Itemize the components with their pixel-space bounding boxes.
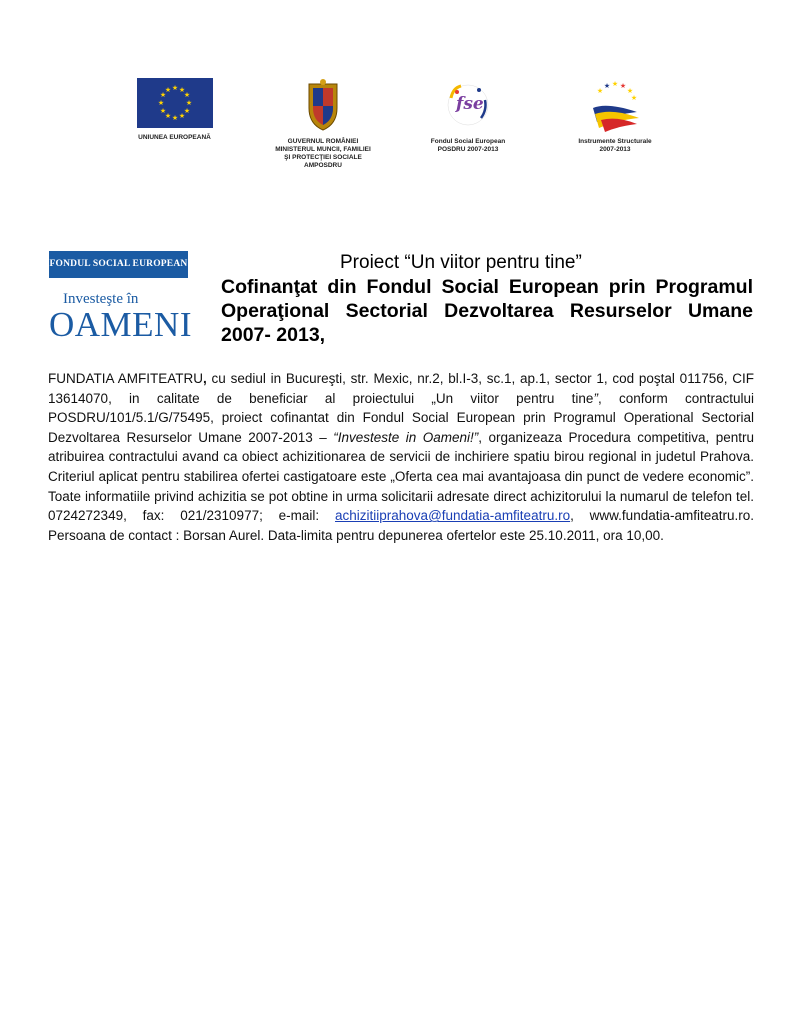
structural-instruments-emblem-icon — [587, 78, 643, 132]
fse-caption: Fondul Social European POSDRU 2007-2013 — [430, 138, 506, 153]
is-caption: Instrumente Structurale 2007-2013 — [578, 138, 652, 153]
svg-text:★: ★ — [178, 112, 185, 120]
invest-in-people-logo — [49, 291, 191, 351]
motto-text: “Investeste in Oameni!” — [333, 429, 479, 445]
project-title: Proiect “Un viitor pentru tine” — [340, 252, 582, 273]
announcement-paragraph — [48, 369, 754, 545]
paragraph-part-2: , conform contractului POSDRU/101/5.1/G/75495, proiect cofinantat din Fondul Social European prin Programul Operational Sectorial Dezvoltarea Resurselor Umane 2007-2013 – — [48, 390, 754, 445]
svg-text:★: ★ — [183, 107, 190, 115]
gov-caption: GUVERNUL ROMÂNIEI MINISTERUL MUNCII, FAMILIEI ŞI PROTECŢIEI SOCIALE AMPOSDRU — [275, 138, 371, 169]
closing-quote: ” — [593, 390, 598, 406]
paragraph-part-3: , organizeaza Procedura competitiva, pentru atribuirea contractului avand ca obiect achizitionarea de servicii de inchiriere spatiu birou regional in judetul Prahova. Criteriul aplicat pentru stabilirea ofertei castigatoare este „Oferta cea mai avantajoasa din punct de vedere economic”. Toate informatiile privind achizitia se pot obtine in urma solicitarii adresate direct achizitorului la numarul de telefon tel. 0724272349, fax: 021/2310977; e-mail: — [48, 429, 754, 524]
svg-text:★: ★ — [611, 80, 619, 88]
svg-text:★: ★ — [630, 94, 638, 102]
structural-instruments-logo — [555, 78, 675, 154]
svg-text:★: ★ — [171, 84, 178, 92]
partner-logos-band — [100, 50, 700, 200]
organization-name: FUNDATIA AMFITEATRU — [48, 371, 204, 386]
svg-text:★: ★ — [596, 87, 604, 95]
paragraph-part-4: , www.fundatia-amfiteatru.ro. Persoana de contact : Borsan Aurel. Data-limita pentru depunerea ofertelor este 25.10.2011, ora 10,00. — [48, 508, 754, 543]
svg-text:★: ★ — [164, 112, 171, 120]
fse-mark: fse — [456, 94, 484, 114]
email-link[interactable]: achizitiiprahova@fundatia-amfiteatru.ro — [335, 508, 571, 524]
svg-text:★: ★ — [183, 91, 190, 99]
svg-text:★: ★ — [603, 82, 611, 90]
eu-logo — [112, 78, 237, 142]
invest-logo-small-text: Investeşte în — [63, 291, 139, 307]
org-comma: , — [203, 371, 207, 386]
eu-caption: UNIUNEA EUROPEANĂ — [138, 134, 211, 141]
eu-flag-icon — [137, 78, 213, 128]
svg-text:★: ★ — [178, 86, 185, 94]
fse-banner-logo: FONDUL SOCIAL EUROPEAN — [49, 251, 188, 278]
fse-posdru-logo — [418, 78, 518, 154]
paragraph-part-1: cu sediul in Bucureşti, str. Mexic, nr.2, bl.I-3, sc.1, ap.1, sector 1, cod poştal 011756, CIF 13614070, in calitate de beneficiar al proiectului „Un viitor pentru tine — [48, 371, 754, 406]
coat-of-arms-icon — [303, 78, 343, 132]
svg-text:★: ★ — [164, 86, 171, 94]
svg-text:★: ★ — [157, 99, 164, 107]
svg-text:★: ★ — [159, 91, 166, 99]
svg-text:★: ★ — [619, 82, 627, 90]
svg-text:★: ★ — [159, 107, 166, 115]
svg-text:★: ★ — [185, 99, 192, 107]
project-subtitle: Cofinanţat din Fondul Social European prin Programul Operaţional Sectorial Dezvoltarea Resurselor Umane 2007- 2013, — [221, 276, 753, 346]
romanian-government-logo — [263, 78, 383, 170]
svg-text:★: ★ — [626, 87, 634, 95]
fse-emblem-icon — [443, 78, 493, 132]
svg-text:★: ★ — [171, 114, 178, 122]
invest-logo-big-text: OAMENI — [49, 305, 192, 344]
